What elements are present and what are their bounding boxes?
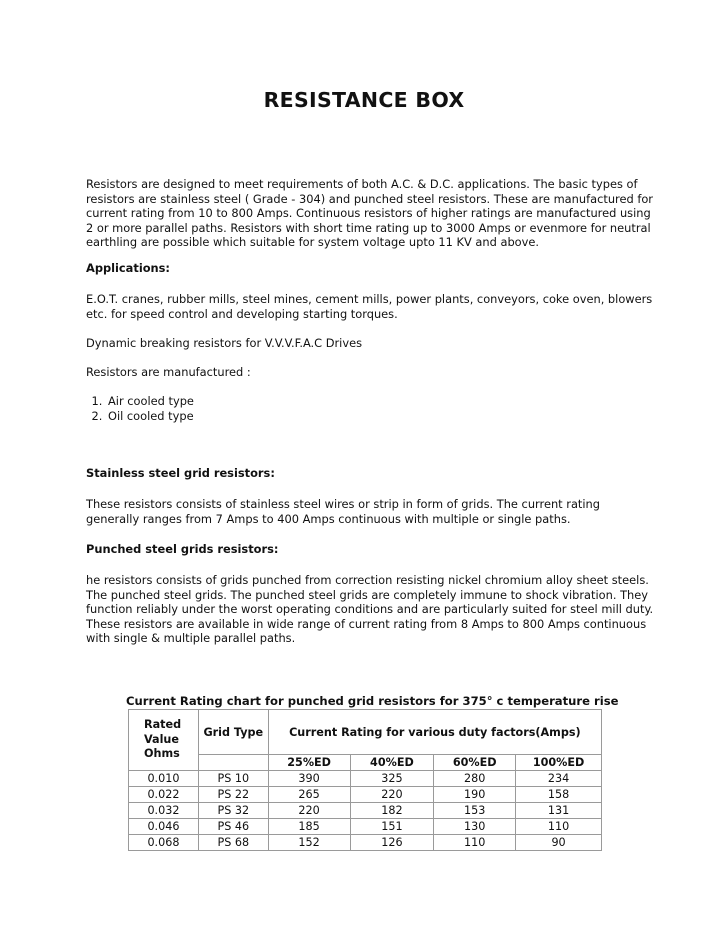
chart-title: Current Rating chart for punched grid resistors for 375° c temperature rise (126, 694, 619, 708)
duty-factor-header-row (129, 755, 602, 771)
table-cell: 390 (268, 771, 350, 787)
table-cell: PS 68 (198, 835, 268, 851)
current-rating-header: Current Rating for various duty factors(Amps) (268, 710, 601, 755)
duty-factor-header: 40%ED (350, 755, 434, 771)
table-cell: 126 (350, 835, 434, 851)
intro-paragraph: Resistors are designed to meet requirements of both A.C. & D.C. applications. The basic types of resistors are stainless steel ( Grade - 304) and punched steel resistors. These are manufactured for current rating from 10 to 800 Amps. Continuous resistors of higher ratings are manufactured using 2 or more parallel paths. Resistors with short time rating up to 3000 Amps or evenmore for neutral earthling are possible which suitable for system voltage upto 11 KV and above. (86, 177, 653, 250)
table-cell: 152 (268, 835, 350, 851)
table-cell: 0.046 (129, 819, 199, 835)
manufactured-intro-text: Resistors are manufactured : (86, 365, 251, 379)
table-cell: 0.022 (129, 787, 199, 803)
table-cell: 110 (516, 819, 602, 835)
table-cell: PS 22 (198, 787, 268, 803)
table-row (129, 835, 602, 851)
list-item: 2. Oil cooled type (106, 409, 194, 424)
table-header-row (129, 710, 602, 755)
table-cell: 90 (516, 835, 602, 851)
table-cell: PS 32 (198, 803, 268, 819)
table-row (129, 771, 602, 787)
punched-heading: Punched steel grids resistors: (86, 542, 279, 556)
resistor-types-list (86, 394, 194, 423)
applications-paragraph: E.O.T. cranes, rubber mills, steel mines, cement mills, power plants, conveyors, coke oven, blowers etc. for speed control and developing starting torques. (86, 292, 653, 321)
table-cell: 0.032 (129, 803, 199, 819)
duty-factor-header: 60%ED (434, 755, 516, 771)
dynamic-braking-text: Dynamic breaking resistors for V.V.V.F.A.C Drives (86, 336, 363, 350)
table-cell: PS 46 (198, 819, 268, 835)
table-cell: 220 (350, 787, 434, 803)
duty-factor-header: 25%ED (268, 755, 350, 771)
table-cell: 131 (516, 803, 602, 819)
table-row (129, 819, 602, 835)
table-cell: 220 (268, 803, 350, 819)
table-cell: 110 (434, 835, 516, 851)
table-cell: 182 (350, 803, 434, 819)
table-row (129, 803, 602, 819)
punched-paragraph: he resistors consists of grids punched from correction resisting nickel chromium alloy sheet steels. The punched steel grids. The punched steel grids are completely immune to shock vibration. They function reliably under the worst operating conditions and are particularly suited for steel mill duty. These resistors are available in wide range of current rating from 8 Amps to 800 Amps continuous with single & multiple parallel paths. (86, 573, 654, 646)
current-rating-table (128, 709, 602, 851)
stainless-paragraph: These resistors consists of stainless steel wires or strip in form of grids. The current rating generally ranges from 7 Amps to 400 Amps continuous with multiple or single paths. (86, 497, 601, 526)
table-cell: 280 (434, 771, 516, 787)
table-cell: PS 10 (198, 771, 268, 787)
table-cell: 158 (516, 787, 602, 803)
table-cell: 190 (434, 787, 516, 803)
rated-value-header: Rated Value Ohms (129, 710, 199, 771)
table-cell: 130 (434, 819, 516, 835)
stainless-heading: Stainless steel grid resistors: (86, 466, 275, 480)
duty-factor-header: 100%ED (516, 755, 602, 771)
table-cell: 234 (516, 771, 602, 787)
table-cell: 153 (434, 803, 516, 819)
table-cell: 325 (350, 771, 434, 787)
applications-heading: Applications: (86, 261, 170, 275)
grid-type-header-spacer (198, 755, 268, 771)
page-title: RESISTANCE BOX (263, 88, 465, 112)
table-cell: 185 (268, 819, 350, 835)
table-cell: 265 (268, 787, 350, 803)
table-cell: 0.010 (129, 771, 199, 787)
grid-type-header: Grid Type (198, 710, 268, 755)
table-cell: 151 (350, 819, 434, 835)
list-item: 1. Air cooled type (106, 394, 194, 409)
table-cell: 0.068 (129, 835, 199, 851)
table-row (129, 787, 602, 803)
